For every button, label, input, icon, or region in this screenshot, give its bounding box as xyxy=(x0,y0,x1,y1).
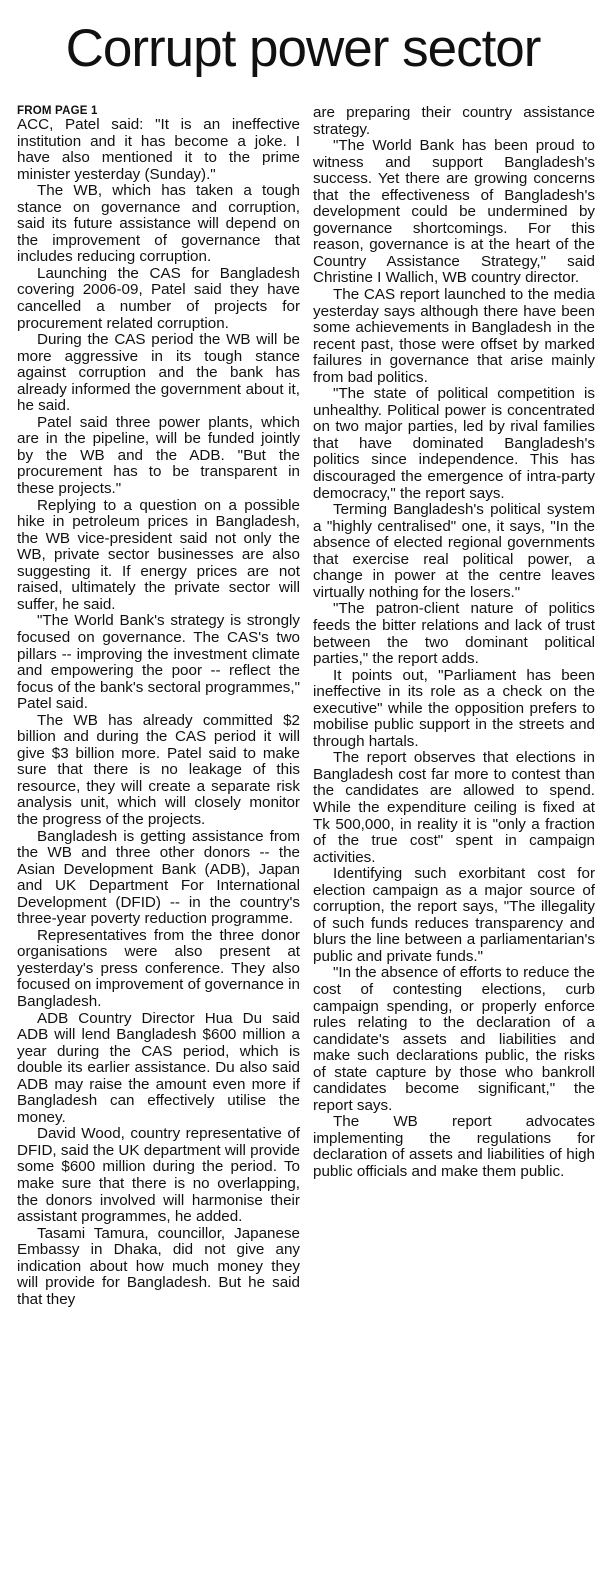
paragraph: "The patron-client nature of politics feeds the bitter relations and lack of trust between the two dominant political parties," the report adds. xyxy=(313,600,595,668)
paragraph: The WB report advocates implementing the regulations for declaration of assets and liabilities of high public officials and make them public. xyxy=(313,1113,595,1180)
paragraph: The WB has already committed $2 billion and during the CAS period it will give $3 billion more. Patel said to make sure that there is no leakage of this resource, they will create a separate risk analysis unit, which will closely monitor the progress of the projects. xyxy=(17,711,300,828)
paragraph: Tasami Tamura, councillor, Japanese Embassy in Dhaka, did not give any indication about how much money they will provide for Bangladesh. But he said that they xyxy=(17,1224,300,1308)
paragraph: David Wood, country representative of DFID, said the UK department will provide some $600 million during the period. To make sure that there is no overlapping, the donors involved will harmonise their assistant programmes, he added. xyxy=(17,1125,300,1226)
kicker-from-page-1: FROM PAGE 1 xyxy=(17,105,98,117)
paragraph: "The World Bank has been proud to witness and support Bangladesh's success. Yet there are growing concerns that the effectiveness of Bangladesh's development could be undermined by governance shortcomings. For this reason, governance is at the heart of the Country Assistance Strategy," said Christine I Wallich, WB country director. xyxy=(313,137,595,287)
paragraph: Bangladesh is getting assistance from the WB and three other donors -- the Asian Development Bank (ADB), Japan and UK Department For International Development (DFID) -- in the country's three-year poverty reduction programme. xyxy=(17,827,300,928)
paragraph: "The state of political competition is unhealthy. Political power is concentrated on two major parties, led by rival families that have dominated Bangladesh's politics since independence. This has discouraged the emergence of intra-party democracy," the report says. xyxy=(313,385,595,502)
paragraph: ACC, Patel said: "It is an ineffective institution and it has become a joke. I have also mentioned it to the prime minister yesterday (Sunday)." xyxy=(17,116,300,183)
paragraph: "In the absence of efforts to reduce the cost of contesting elections, curb campaign spending, or properly enforce rules relating to the declaration of a candidate's assets and liabilities and make such declarations public, the risks of state capture by those who bankroll candidates become significant," the report says. xyxy=(313,964,595,1114)
paragraph: It points out, "Parliament has been ineffective in its role as a check on the executive" while the opposition prefers to mobilise public support in the streets and through hartals. xyxy=(313,666,595,750)
paragraph: are preparing their country assistance strategy. xyxy=(313,104,595,138)
paragraph: Representatives from the three donor organisations were also present at yesterday's press conference. They also focused on improvement of governance in Bangladesh. xyxy=(17,926,300,1010)
paragraph: Launching the CAS for Bangladesh covering 2006-09, Patel said they have cancelled a number of projects for procurement related corruption. xyxy=(17,264,300,332)
paragraph: Terming Bangladesh's political system a "highly centralised" one, it says, "In the absence of elected regional governments that exercise real political power, a change in power at the centre leaves virtually nothing for the losers." xyxy=(313,501,595,601)
paragraph: During the CAS period the WB will be more aggressive in its tough stance against corruption and the bank has already informed the government about it, he said. xyxy=(17,331,300,415)
paragraph: The WB, which has taken a tough stance on governance and corruption, said its future assistance will depend on the improvement of governance that includes reducing corruption. xyxy=(17,182,300,266)
paragraph: Identifying such exorbitant cost for election campaign as a major source of corruption, the report says, "The illegality of such funds reduces transparency and blurs the line between a parliamentarian's public and private funds." xyxy=(313,865,595,965)
paragraph: "The World Bank's strategy is strongly focused on governance. The CAS's two pillars -- improving the investment climate and empowering the poor -- reflect the focus of the bank's sectoral programmes," Patel said. xyxy=(17,612,300,713)
paragraph: Replying to a question on a possible hike in petroleum prices in Bangladesh, the WB vice-president said not only the WB, private sector businesses are also suggesting it. If energy prices are not raised, ultimately the private sector will suffer, he said. xyxy=(17,496,300,613)
headline: Corrupt power sector xyxy=(65,19,541,78)
paragraph: ADB Country Director Hua Du said ADB will lend Bangladesh $600 million a year during the CAS period, which is double its earlier assistance. Du also said ADB may raise the amount even more if Bangladesh can effectively utilise the money. xyxy=(17,1009,300,1126)
column-right xyxy=(313,105,595,1181)
paragraph: The report observes that elections in Bangladesh cost far more to contest than the candidates are allowed to spend. While the expenditure ceiling is fixed at Tk 500,000, in reality it is "only a fraction of the true cost" spent in campaign activities. xyxy=(313,749,595,866)
column-left xyxy=(17,105,300,1308)
paragraph: Patel said three power plants, which are in the pipeline, will be funded jointly by the WB and the ADB. "But the procurement has to be transparent in these projects." xyxy=(17,413,300,498)
paragraph: The CAS report launched to the media yesterday says although there have been some achievements in Bangladesh in the recent past, those were offset by marked failures in governance that arise mainly from bad politics. xyxy=(313,286,595,386)
